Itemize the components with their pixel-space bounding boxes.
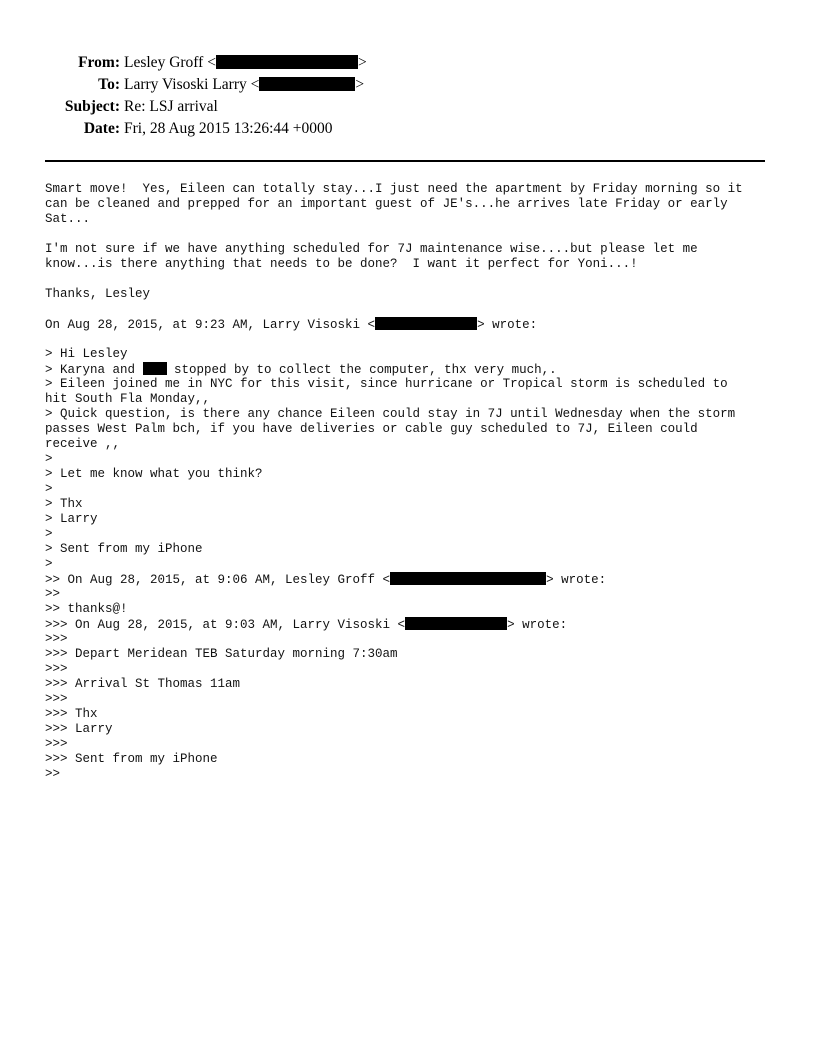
redaction-bar — [216, 55, 358, 69]
blank-line — [45, 227, 785, 242]
body-line: Sat... — [45, 212, 91, 226]
quoted-line: >> — [45, 587, 61, 601]
quoted-line: > Eileen joined me in NYC for this visit, since hurricane or Tropical storm is scheduled to — [45, 377, 728, 391]
email-body — [45, 182, 785, 782]
quoted-line: >>> Arrival St Thomas 11am — [45, 677, 241, 691]
body-line: know...is there anything that needs to be done? I want it perfect for Yoni...! — [45, 257, 638, 271]
from-label: From: — [78, 54, 120, 71]
quoted-line: >>> Larry — [45, 722, 113, 736]
quoted-text: stopped by to collect the computer, thx very much,. — [166, 363, 557, 377]
quoted-line: >>> — [45, 632, 68, 646]
body-line: Smart move! Yes, Eileen can totally stay...I just need the apartment by Friday morning so it — [45, 182, 743, 196]
quote-header-text: >> On Aug 28, 2015, at 9:06 AM, Lesley Groff < — [45, 573, 391, 587]
redaction-bar — [259, 77, 355, 91]
quoted-line: >>> Sent from my iPhone — [45, 752, 218, 766]
to-label: To: — [98, 76, 120, 93]
quote-header-end: > wrote: — [507, 618, 568, 632]
from-close: > — [357, 54, 367, 71]
quoted-line: > Hi Lesley — [45, 347, 128, 361]
signoff: Thanks, Lesley — [45, 287, 151, 301]
body-line: I'm not sure if we have anything scheduled for 7J maintenance wise....but please let me — [45, 242, 698, 256]
quote-header — [45, 617, 785, 632]
date-label: Date: — [83, 120, 120, 137]
to-close: > — [355, 76, 365, 93]
quoted-line: > Larry — [45, 512, 98, 526]
quote-header — [45, 572, 785, 587]
quoted-line: > Thx — [45, 497, 83, 511]
quoted-line: passes West Palm bch, if you have deliveries or cable guy scheduled to 7J, Eileen could — [45, 422, 698, 436]
blank-line — [45, 332, 785, 347]
subject-label: Subject: — [64, 98, 120, 115]
quoted-line: >>> — [45, 737, 68, 751]
quoted-line: > — [45, 527, 53, 541]
quote-header-text: >>> On Aug 28, 2015, at 9:03 AM, Larry Visoski < — [45, 618, 406, 632]
redaction-bar — [143, 362, 167, 375]
quoted-line: >> thanks@! — [45, 602, 128, 616]
to-row — [0, 74, 816, 96]
quoted-line — [45, 362, 785, 377]
quoted-line: hit South Fla Monday,, — [45, 392, 211, 406]
quoted-line: receive ,, — [45, 437, 121, 451]
from-name: Lesley Groff < — [124, 54, 216, 71]
redaction-bar — [405, 617, 507, 630]
quoted-line: > Quick question, is there any chance Eileen could stay in 7J until Wednesday when the storm — [45, 407, 736, 421]
date-row — [0, 118, 816, 140]
blank-line — [45, 302, 785, 317]
header-divider — [45, 160, 765, 162]
quoted-line: > Sent from my iPhone — [45, 542, 203, 556]
quote-header — [45, 317, 785, 332]
subject-value: Re: LSJ arrival — [124, 98, 218, 115]
quote-header-end: > wrote: — [477, 318, 538, 332]
to-value — [124, 74, 364, 96]
quoted-line: >>> — [45, 692, 68, 706]
redaction-bar — [375, 317, 477, 330]
email-header — [0, 52, 816, 140]
quoted-line: > — [45, 482, 53, 496]
quoted-line: > — [45, 557, 53, 571]
quoted-text: > Karyna and — [45, 363, 143, 377]
quoted-line: >>> Thx — [45, 707, 98, 721]
subject-row — [0, 96, 816, 118]
quoted-line: > — [45, 452, 53, 466]
quote-header-text: On Aug 28, 2015, at 9:23 AM, Larry Visoski < — [45, 318, 376, 332]
from-row — [0, 52, 816, 74]
quoted-line: >>> Depart Meridean TEB Saturday morning 7:30am — [45, 647, 398, 661]
quoted-line: >> — [45, 767, 61, 781]
body-line: can be cleaned and prepped for an important guest of JE's...he arrives late Friday or early — [45, 197, 728, 211]
quote-header-end: > wrote: — [546, 573, 607, 587]
from-value — [124, 52, 367, 74]
quoted-line: > Let me know what you think? — [45, 467, 263, 481]
to-name: Larry Visoski Larry < — [124, 76, 260, 93]
blank-line — [45, 272, 785, 287]
redaction-bar — [390, 572, 546, 585]
quoted-line: >>> — [45, 662, 68, 676]
date-value: Fri, 28 Aug 2015 13:26:44 +0000 — [124, 120, 333, 137]
